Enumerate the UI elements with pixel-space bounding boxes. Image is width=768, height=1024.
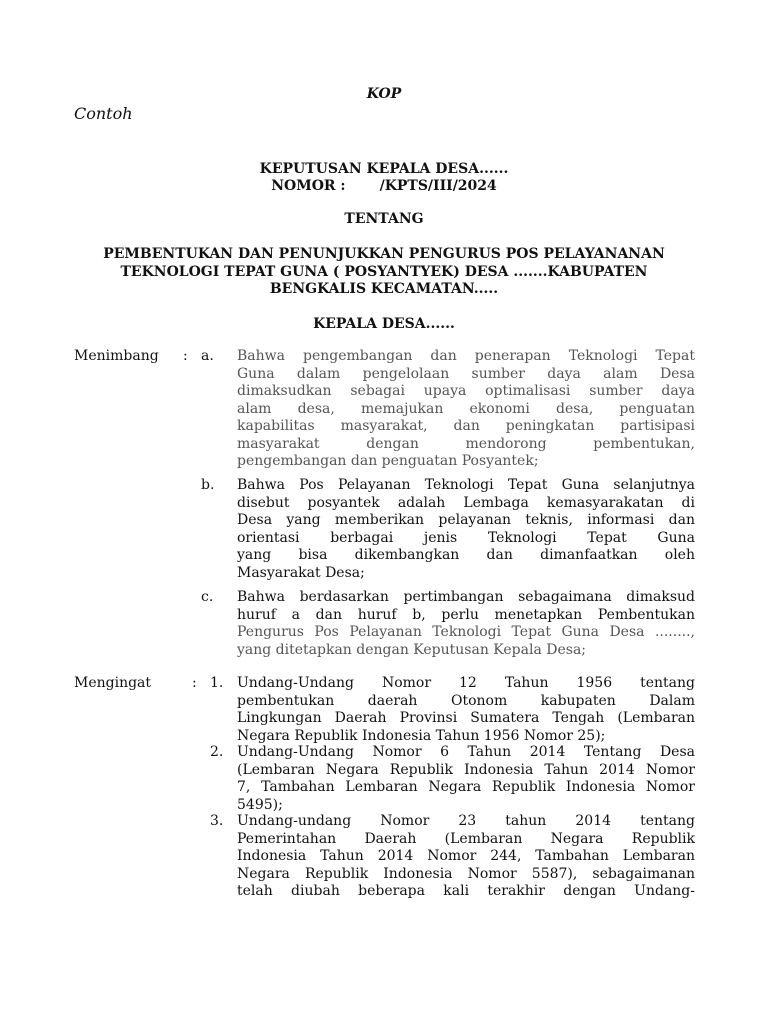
text-line: Guna dalam pengelolaan sumber daya alam Desa <box>237 365 695 382</box>
text-line: Masyarakat Desa; <box>237 564 365 581</box>
text-line: Lingkungan Daerah Provinsi Sumatera Tengah (Lembaran <box>237 710 695 726</box>
mengingat-label: Mengingat <box>74 675 152 691</box>
text-line: telah diubah beberapa kali terakhir dengan Undang- <box>237 883 695 899</box>
item-letter: b. <box>201 477 215 493</box>
text-line: yang ditetapkan dengan Keputusan Kepala Desa; <box>237 641 587 658</box>
menimbang-colon: : <box>183 348 188 364</box>
text-line: dimaksudkan sebagai upaya optimalisasi sumber daya <box>237 383 695 399</box>
item-number: 2. <box>210 744 224 760</box>
item-letter: a. <box>201 348 214 364</box>
decree-subject <box>0 246 768 299</box>
text-line: alam desa, memajukan ekonomi desa, penguatan <box>237 400 695 417</box>
text-line: pengembangan dan penguatan Posyantek; <box>237 453 539 469</box>
text-line: Undang-Undang Nomor 12 Tahun 1956 tentang <box>237 675 695 691</box>
decree-title: KEPUTUSAN KEPALA DESA...... <box>259 161 509 177</box>
kepala-desa-heading: KEPALA DESA...... <box>313 316 455 332</box>
text-line: Undang-undang Nomor 23 tahun 2014 tentang <box>237 813 695 829</box>
nomor-value: /KPTS/III/2024 <box>379 178 497 194</box>
text-line: (Lembaran Negara Republik Indonesia Tahun 2014 Nomor <box>237 761 695 778</box>
text-line: kapabilitas masyarakat, dan peningkatan partisipasi <box>237 418 695 434</box>
mengingat-item-2 <box>237 744 695 814</box>
item-number: 1. <box>210 675 224 691</box>
menimbang-item-c <box>237 589 695 659</box>
text-line: 7, Tambahan Lembaran Negara Republik Indonesia Nomor <box>237 779 695 795</box>
mengingat-item-1 <box>237 675 695 745</box>
tentang-heading: TENTANG <box>344 211 424 227</box>
text-line: Bahwa pengembangan dan penerapan Teknologi Tepat <box>237 348 695 364</box>
text-line: Negara Republik Indonesia Nomor 5587), sebagaimanan <box>237 865 695 882</box>
text-line: Indonesia Tahun 2014 Nomor 244, Tambahan Lembaran <box>237 848 695 864</box>
menimbang-item-b <box>237 477 695 582</box>
text-line: Bahwa Pos Pelayanan Teknologi Tepat Guna selanjutnya <box>237 477 695 493</box>
text-line: disebut posyantek adalah Lembaga kemasyarakatan di <box>237 494 695 511</box>
text-line: Desa yang memberikan pelayanan teknis, informasi dan <box>237 512 695 528</box>
item-letter: c. <box>201 589 214 605</box>
subject-line: TEKNOLOGI TEPAT GUNA ( POSYANTYEK) DESA .......KABUPATEN <box>120 263 648 280</box>
text-line: 5495); <box>237 796 283 813</box>
text-line: Pengurus Pos Pelayanan Teknologi Tepat Guna Desa ........, <box>237 624 695 640</box>
text-line: pembentukan daerah Otonom kabupaten Dalam <box>237 692 695 709</box>
decree-number <box>0 178 768 195</box>
text-line: Undang-Undang Nomor 6 Tahun 2014 Tentang Desa <box>237 744 695 760</box>
text-line: orientasi berbagai jenis Teknologi Tepat Guna <box>237 529 695 546</box>
text-line: Negara Republik Indonesia Tahun 1956 Nomor 25); <box>237 727 606 744</box>
menimbang-label: Menimbang <box>74 348 159 364</box>
menimbang-item-a <box>237 348 695 471</box>
text-line: masyarakat dengan mendorong pembentukan, <box>237 435 695 452</box>
text-line: Pemerintahan Daerah (Lembaran Negara Republik <box>237 830 695 847</box>
text-line: huruf a dan huruf b, perlu menetapkan Pembentukan <box>237 606 695 623</box>
text-line: Bahwa berdasarkan pertimbangan sebagaimana dimaksud <box>237 589 695 605</box>
subject-line: PEMBENTUKAN DAN PENUNJUKKAN PENGURUS POS PELAYANANAN <box>103 246 665 262</box>
kop-heading: KOP <box>366 86 402 102</box>
nomor-label: NOMOR : <box>271 178 346 194</box>
text-line: yang bisa dikembangkan dan dimanfaatkan oleh <box>237 547 695 563</box>
mengingat-colon: : <box>192 675 197 691</box>
mengingat-item-3 <box>237 813 695 901</box>
subject-line: BENGKALIS KECAMATAN..... <box>269 281 499 297</box>
contoh-label: Contoh <box>74 104 133 123</box>
item-number: 3. <box>210 813 224 829</box>
